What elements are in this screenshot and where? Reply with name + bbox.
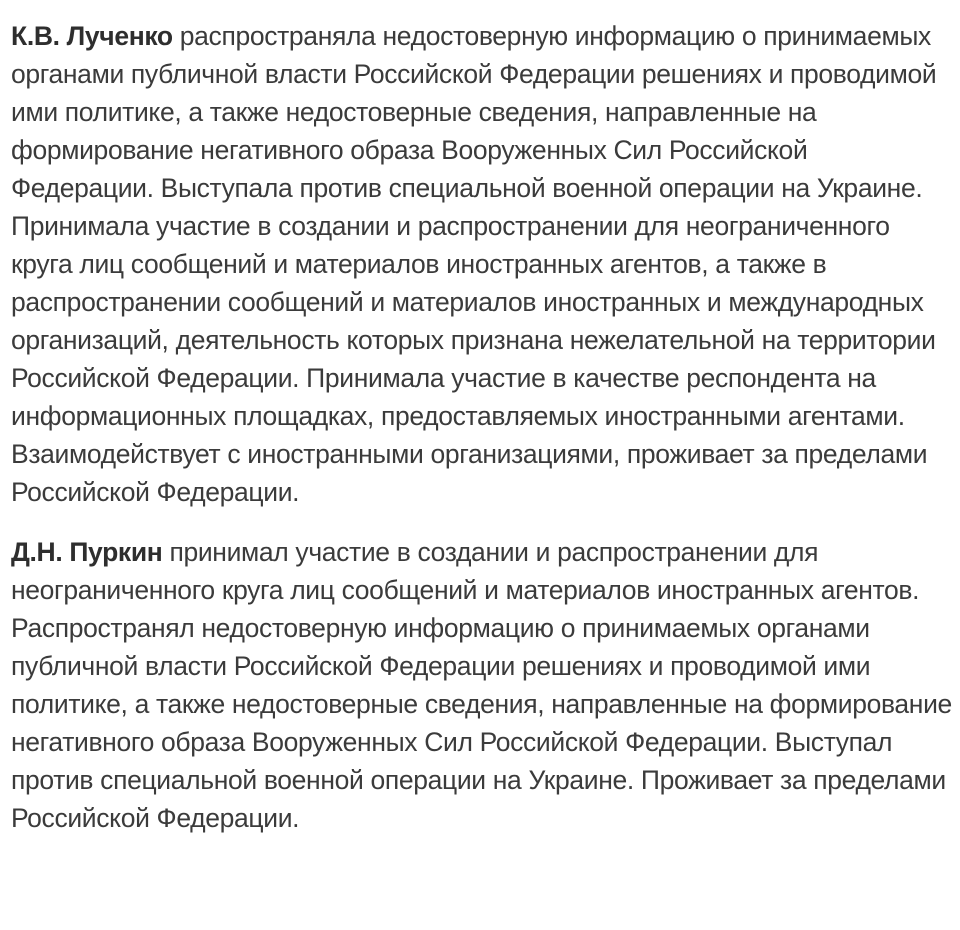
person-name: Д.Н. Пуркин [11, 537, 163, 567]
entry-paragraph-purkin [11, 533, 954, 837]
person-name: К.В. Лученко [11, 21, 173, 51]
entry-text: принимал участие в создании и распространении для неограниченного круга лиц сообщений и материалов иностранных агентов. Распространял недостоверную информацию о принимаемых органами публичной власти Российской Федерации решениях и проводимой ими политике, а также недостоверные сведения, направленные на формирование негативного образа Вооруженных Сил Российской Федерации. Выступал против специальной военной операции на Украине. Проживает за пределами Российской Федерации. [11, 537, 952, 833]
entry-text: распространяла недостоверную информацию о принимаемых органами публичной власти Российской Федерации решениях и проводимой ими политике, а также недостоверные сведения, направленные на формирование негативного образа Вооруженных Сил Российской Федерации. Выступала против специальной военной операции на Украине. Принимала участие в создании и распространении для неограниченного круга лиц сообщений и материалов иностранных агентов, а также в распространении сообщений и материалов иностранных и международных организаций, деятельность которых признана нежелательной на территории Российской Федерации. Принимала участие в качестве респондента на информационных площадках, предоставляемых иностранными агентами. Взаимодействует с иностранными организациями, проживает за пределами Российской Федерации. [11, 21, 937, 507]
entry-paragraph-lutchenko [11, 17, 954, 511]
